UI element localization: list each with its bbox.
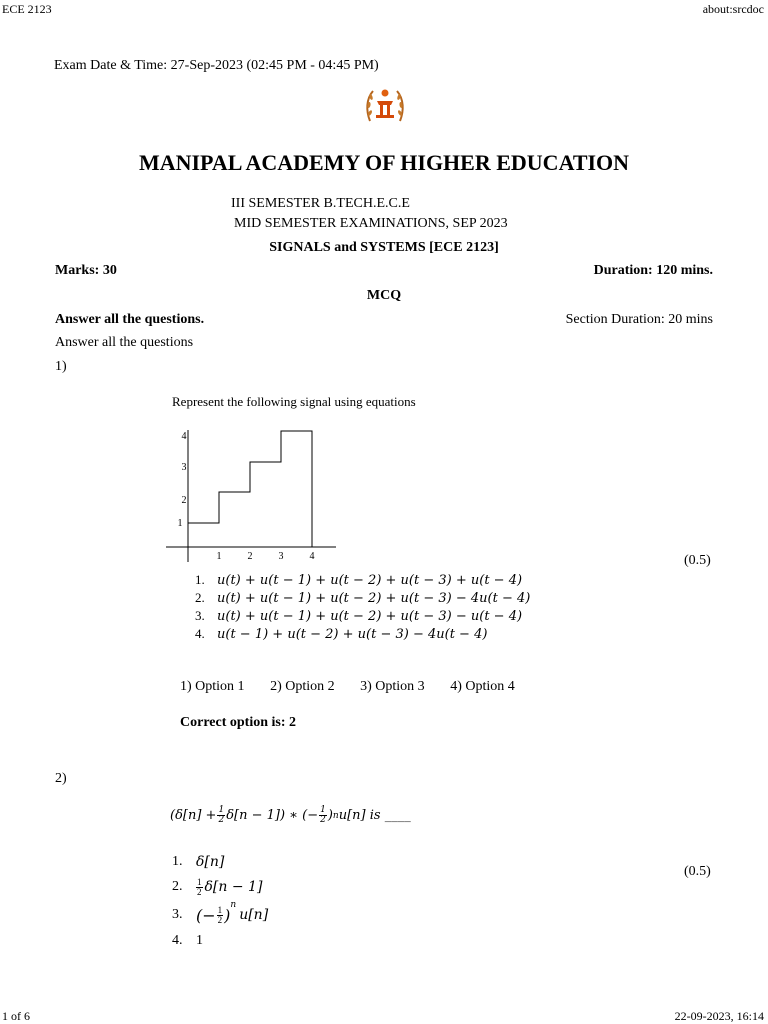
section-title: MCQ — [366, 288, 402, 303]
y-tick-label: 3 — [181, 462, 187, 473]
instruction-bold: Answer all the questions. — [55, 312, 205, 327]
y-tick-label: 1 — [177, 518, 183, 529]
print-footer-page: 1 of 6 — [2, 1009, 30, 1023]
signal-graph — [166, 422, 341, 572]
correct-option: Correct option is: 2 — [180, 715, 296, 730]
print-header-url: about:srcdoc — [702, 2, 764, 16]
instruction: Answer all the questions — [55, 335, 194, 350]
question-marks: (0.5) — [684, 553, 711, 568]
print-header-title: ECE 2123 — [2, 2, 52, 16]
university-logo — [364, 83, 406, 130]
q2-option: 4. 1 — [172, 933, 203, 948]
x-tick-label: 3 — [278, 551, 284, 562]
q1-option-list — [195, 572, 530, 644]
question-prompt: Represent the following signal using equations — [172, 394, 416, 409]
q1-option: 3. u(t) + u(t − 1) + u(t − 2) + u(t − 3) − u(t − 4) — [195, 608, 523, 624]
answer-choice: 2) Option 2 — [270, 679, 335, 694]
exam-date-time: Exam Date & Time: 27-Sep-2023 (02:45 PM - 04:45 PM) — [54, 58, 379, 73]
x-tick-label: 2 — [247, 551, 253, 562]
question-number: 2) — [55, 771, 67, 786]
marks-label: Marks: 30 — [55, 263, 117, 278]
x-tick-label: 1 — [216, 551, 222, 562]
answer-choice: 3) Option 3 — [360, 679, 425, 694]
q1-option: 2. u(t) + u(t − 1) + u(t − 2) + u(t − 3) − 4u(t − 4) — [195, 590, 531, 606]
print-footer-date: 22-09-2023, 16:14 — [674, 1009, 764, 1023]
q2-expression: (δ[n] + $\frac{1}{2}$ δ[n − 1]) ∗ (− $\frac{1}{2}$ ) n u[n] is ____ — [170, 805, 411, 825]
question-number: 1) — [55, 359, 67, 374]
y-tick-label: 4 — [181, 431, 187, 442]
answer-choices — [180, 679, 537, 695]
semester-line: III SEMESTER B.TECH.E.C.E — [231, 196, 410, 211]
exam-name: MID SEMESTER EXAMINATIONS, SEP 2023 — [234, 216, 508, 231]
question-marks: (0.5) — [684, 864, 711, 879]
q2-option: 1. δ[n] — [172, 854, 225, 870]
y-tick-label: 2 — [181, 495, 187, 506]
q2-option: 2. 1 2 δ[n − 1] — [172, 876, 263, 897]
x-tick-label: 4 — [309, 551, 315, 562]
q2-option: 3. (− $\frac{1}{2}$ ) $^n$ u[n] — [172, 900, 269, 925]
q1-option: 4. u(t − 1) + u(t − 2) + u(t − 3) − 4u(t − 4) — [195, 626, 488, 642]
duration-label: Duration: 120 mins. — [593, 263, 713, 278]
institution-title: MANIPAL ACADEMY OF HIGHER EDUCATION — [138, 150, 630, 175]
section-duration: Section Duration: 20 mins — [565, 312, 713, 327]
answer-choice: 4) Option 4 — [450, 679, 515, 694]
q1-option: 1. u(t) + u(t − 1) + u(t − 2) + u(t − 3) + u(t − 4) — [195, 572, 523, 588]
q2-option-list — [172, 850, 268, 952]
answer-choice: 1) Option 1 — [180, 679, 245, 694]
course-title: SIGNALS and SYSTEMS [ECE 2123] — [269, 240, 499, 255]
